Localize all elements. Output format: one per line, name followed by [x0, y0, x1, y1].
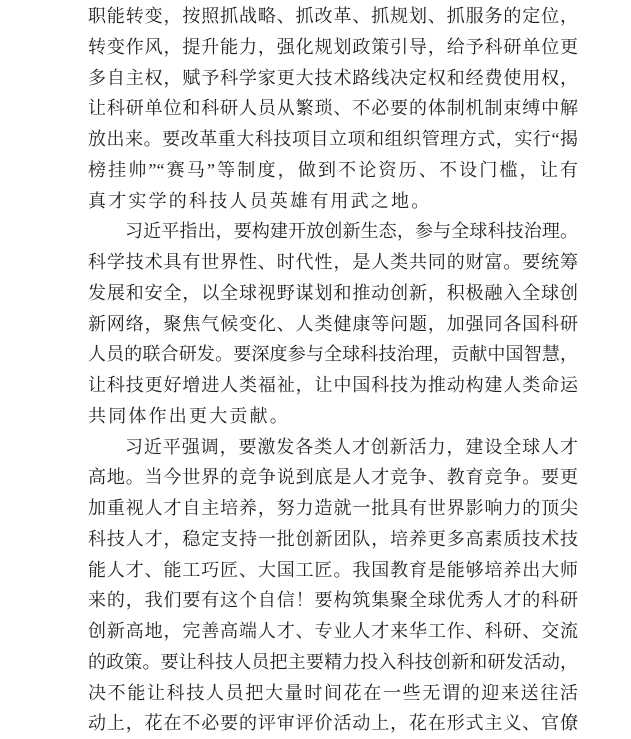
- text-line: 动上，花在不必要的评审评价活动上，花在形式主义、官僚: [88, 713, 578, 734]
- text-line: 的政策。要让科技人员把主要精力投入科技创新和研发活动，: [88, 651, 578, 672]
- text-line: 能人才、能工巧匠、大国工匠。我国教育是能够培养出大师: [88, 559, 578, 580]
- text-line: 多自主权，赋予科学家更大技术路线决定权和经费使用权，: [88, 67, 578, 88]
- text-line: 新网络，聚焦气候变化、人类健康等问题，加强同各国科研: [88, 313, 578, 334]
- text-line-paragraph-start: 习近平指出，要构建开放创新生态，参与全球科技治理。: [125, 221, 578, 242]
- text-line-paragraph-start: 习近平强调，要激发各类人才创新活力，建设全球人才: [125, 436, 578, 457]
- text-line: 放出来。要改革重大科技项目立项和组织管理方式，实行“揭: [88, 129, 578, 149]
- text-line: 来的，我们要有这个自信！要构筑集聚全球优秀人才的科研: [88, 590, 578, 611]
- text-line: 让科研单位和科研人员从繁琐、不必要的体制机制束缚中解: [88, 98, 578, 119]
- text-line: 榜挂帅”“赛马”等制度，做到不论资历、不设门槛，让有: [88, 159, 578, 180]
- text-line: 发展和安全，以全球视野谋划和推动创新，积极融入全球创: [88, 282, 578, 303]
- text-line: 决不能让科技人员把大量时间花在一些无谓的迎来送往活: [88, 682, 578, 703]
- text-line: 人员的联合研发。要深度参与全球科技治理，贡献中国智慧，: [88, 344, 578, 365]
- text-line: 科技人才，稳定支持一批创新团队，培养更多高素质技术技: [88, 528, 578, 549]
- text-line: 科学技术具有世界性、时代性，是人类共同的财富。要统筹: [88, 252, 578, 272]
- text-line: 加重视人才自主培养，努力造就一批具有世界影响力的顶尖: [88, 498, 578, 518]
- text-line: 高地。当今世界的竞争说到底是人才竞争、教育竞争。要更: [88, 467, 578, 488]
- text-line-paragraph-end: 共同体作出更大贡献。: [88, 405, 290, 426]
- text-line: 创新高地，完善高端人才、专业人才来华工作、科研、交流: [88, 621, 578, 641]
- text-line: 转变作风，提升能力，强化规划政策引导，给予科研单位更: [88, 36, 578, 57]
- text-line-paragraph-end: 真才实学的科技人员英雄有用武之地。: [88, 190, 432, 211]
- text-line: 让科技更好增进人类福祉，让中国科技为推动构建人类命运: [88, 375, 578, 395]
- text-line: 职能转变，按照抓战略、抓改革、抓规划、抓服务的定位，: [88, 6, 578, 26]
